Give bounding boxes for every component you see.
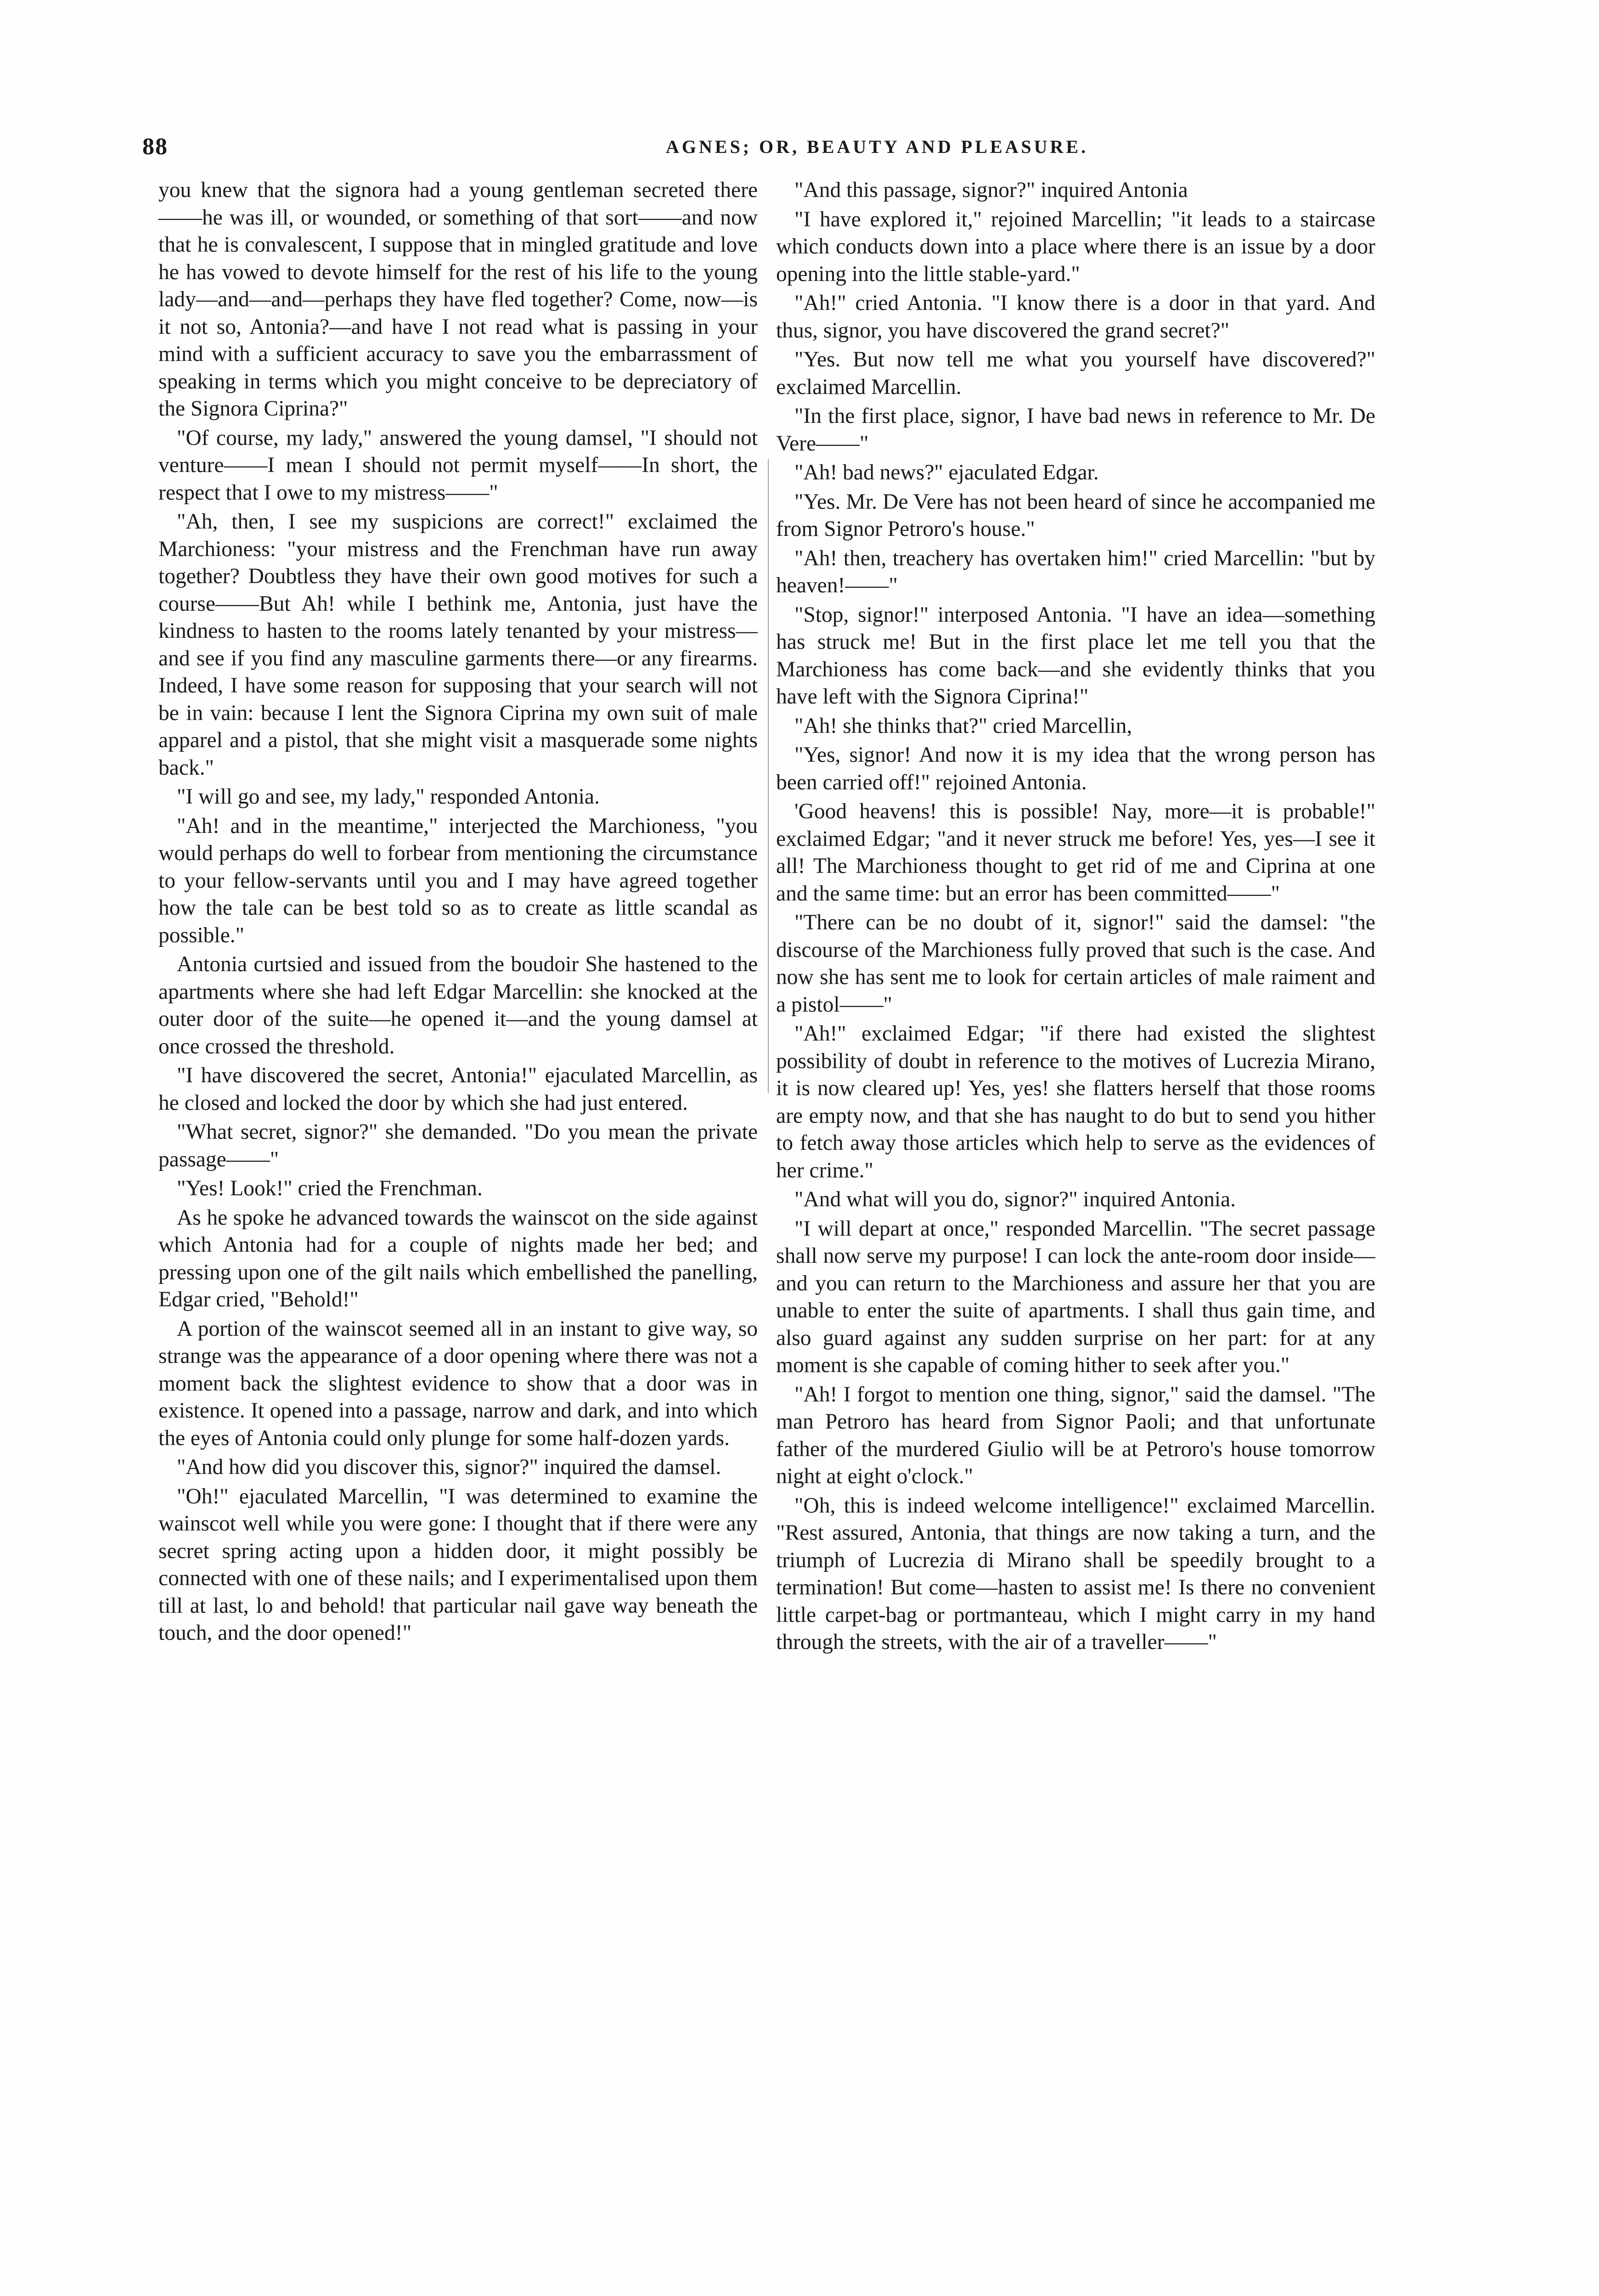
- paragraph: "Ah!" cried Antonia. "I know there is a door in that yard. And thus, signor, you have discovered the grand secret?": [776, 291, 1375, 343]
- paragraph: Antonia curtsied and issued from the boudoir She hastened to the apartments where she had left Edgar Marcellin: she knocked at the outer door of the suite—he opened it—and the young damsel at once crossed the threshold.: [158, 952, 758, 1058]
- paragraph: "Ah! I forgot to mention one thing, signor," said the damsel. "The man Petroro has heard from Signor Paoli; and that unfortunate father of the murdered Giulio will be at Petroro's house tomorrow night at eight o'clock.": [776, 1382, 1375, 1488]
- paragraph: A portion of the wainscot seemed all in an instant to give way, so strange was the appearance of a door opening where there was not a moment back the slightest evidence to show that a door was in existence. It opened into a passage, narrow and dark, and into which the eyes of Antonia could only plunge for some half-dozen yards.: [158, 1317, 758, 1450]
- page-number: 88: [142, 134, 168, 160]
- left-column: [158, 177, 758, 2105]
- right-column: [776, 177, 1375, 2105]
- paragraph: "Oh!" ejaculated Marcellin, "I was determined to examine the wainscot well while you were gone: I thought that if there were any secret spring acting upon a hidden door, it might possibly be connected with one of these nails; and I experimentalised upon them till at last, lo and behold! that particular nail gave way beneath the touch, and the door opened!": [158, 1484, 758, 1645]
- paragraph: "Ah! and in the meantime," interjected the Marchioness, "you would perhaps do well to forbear from mentioning the circumstance to your fellow-servants until you and I may have agreed together how the tale can be best told so as to create as little scandal as possible.": [158, 814, 758, 947]
- paragraph: "Ah! then, treachery has overtaken him!" cried Marcellin: "but by heaven!——": [776, 546, 1375, 597]
- paragraph: "I will depart at once," responded Marcellin. "The secret passage shall now serve my purpose! I can lock the ante-room door inside—and you can return to the Marchioness and assure her that you are unable to enter the suite of apartments. I shall thus gain time, and also guard against any sudden surprise on her part: for at any moment is she capable of coming hither to seek after you.": [776, 1216, 1375, 1377]
- page-header: [142, 133, 1382, 170]
- paragraph: "And what will you do, signor?" inquired Antonia.: [794, 1187, 1236, 1211]
- paragraph: 'Good heavens! this is possible! Nay, more—it is probable!" exclaimed Edgar; "and it never struck me before! Yes, yes—I see it all! The Marchioness thought to get rid of me and Ciprina at one and the same time: but an error has been committed——": [776, 799, 1375, 906]
- column-divider: [768, 459, 769, 1093]
- paragraph: "Oh, this is indeed welcome intelligence!" exclaimed Marcellin. "Rest assured, Antonia, that things are now taking a turn, and the triumph of Lucrezia di Mirano shall be speedily brought to a termination! But come—hasten to assist me! Is there no convenient little carpet-bag or portmanteau, which I might carry in my hand through the streets, with the air of a traveller——": [776, 1493, 1375, 1654]
- paragraph: "Yes. Mr. De Vere has not been heard of since he accompanied me from Signor Petroro's house.": [776, 490, 1375, 541]
- paragraph: "Ah! bad news?" ejaculated Edgar.: [794, 461, 1099, 484]
- paragraph: "In the first place, signor, I have bad news in reference to Mr. De Vere——": [776, 404, 1375, 456]
- paragraph: "Stop, signor!" interposed Antonia. "I have an idea—something has struck me! But in the first place let me tell you that the Marchioness has come back—and she evidently thinks that you have left with the Signora Ciprina!": [776, 602, 1375, 709]
- paragraph: "Ah!" exclaimed Edgar; "if there had existed the slightest possibility of doubt in reference to the motives of Lucrezia Mirano, it is now cleared up! Yes, yes! she flatters herself that those rooms are empty now, and that she has naught to do but to send you hither to fetch away those articles which help to serve as the evidences of her crime.": [776, 1022, 1375, 1182]
- paragraph: "I have explored it," rejoined Marcellin; "it leads to a staircase which conducts down into a place where there is an issue by a door opening into the little stable-yard.": [776, 207, 1375, 286]
- paragraph: "Ah, then, I see my suspicions are correct!" exclaimed the Marchioness: "your mistress and the Frenchman have run away together? Doubtless they have their own good motives for such a course——But Ah! while I bethink me, Antonia, just have the kindness to hasten to the rooms lately tenanted by your mistress—and see if you find any masculine garments there—or any firearms. Indeed, I have some reason for supposing that your search will not be in vain: because I lent the Signora Ciprina my own suit of male apparel and a pistol, that she might visit a masquerade some nights back.": [158, 510, 758, 780]
- paragraph: "And how did you discover this, signor?" inquired the damsel.: [177, 1455, 721, 1479]
- paragraph: "Yes. But now tell me what you yourself have discovered?" exclaimed Marcellin.: [776, 348, 1375, 399]
- paragraph: As he spoke he advanced towards the wainscot on the side against which Antonia had for a couple of nights made her bed; and pressing upon one of the gilt nails which embellished the panelling, Edgar cried, "Behold!": [158, 1205, 758, 1311]
- paragraph: "And this passage, signor?" inquired Antonia: [794, 178, 1188, 202]
- running-head: AGNES; OR, BEAUTY AND PLEASURE.: [665, 136, 1089, 157]
- paragraph: "What secret, signor?" she demanded. "Do you mean the private passage——": [158, 1120, 758, 1171]
- paragraph: "Ah! she thinks that?" cried Marcellin,: [794, 714, 1132, 738]
- paragraph: "I will go and see, my lady," responded Antonia.: [177, 785, 600, 809]
- paragraph: "There can be no doubt of it, signor!" said the damsel: "the discourse of the Marchioness fully proved that such is the case. And now she has sent me to look for certain articles of male raiment and a pistol——": [776, 911, 1375, 1017]
- paragraph: "I have discovered the secret, Antonia!" ejaculated Marcellin, as he closed and locked the door by which she had just entered.: [158, 1064, 758, 1115]
- paragraph: "Of course, my lady," answered the young damsel, "I should not venture——I mean I should not permit myself——In short, the respect that I owe to my mistress——": [158, 426, 758, 505]
- paragraph: "Yes, signor! And now it is my idea that the wrong person has been carried off!" rejoined Antonia.: [776, 743, 1375, 794]
- paragraph: "Yes! Look!" cried the Frenchman.: [177, 1176, 483, 1200]
- paragraph: you knew that the signora had a young gentleman secreted there——he was ill, or wounded, or something of that sort——and now that he is convalescent, I suppose that in mingled gratitude and love he has vowed to devote himself for the rest of his life to the young lady—and—and—perhaps they have fled together? Come, now—is it not so, Antonia?—and have I not read what is passing in your mind with a sufficient accuracy to save you the embarrassment of speaking in terms which you might conceive to be depreciatory of the Signora Ciprina?": [158, 178, 758, 421]
